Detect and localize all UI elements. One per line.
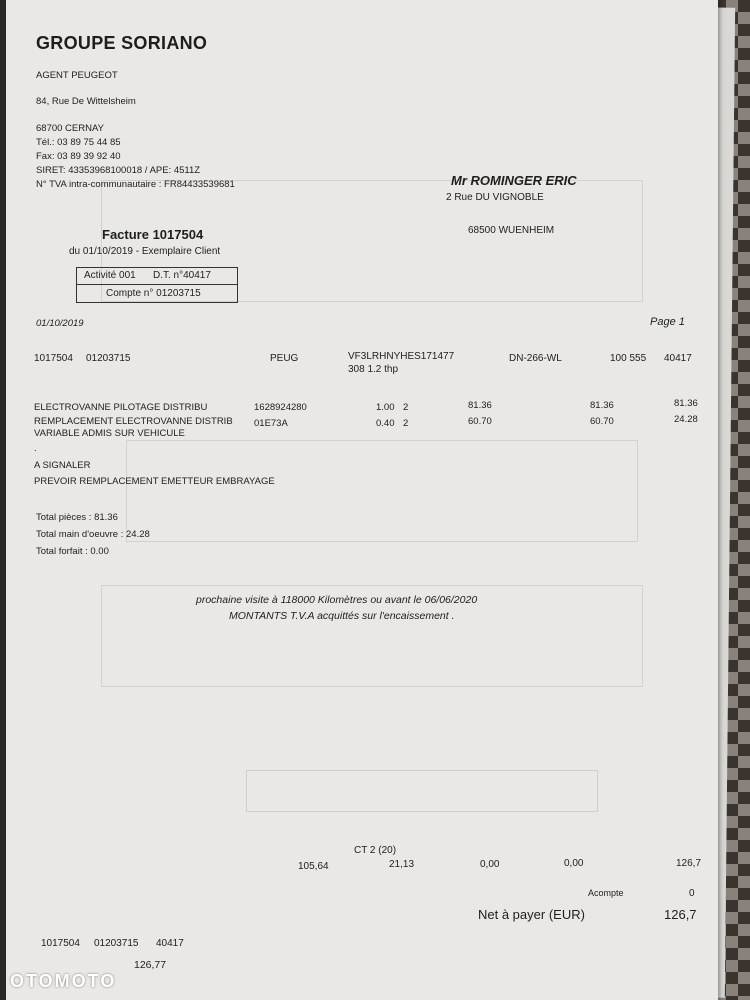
footer-dt-no: 40417 bbox=[156, 938, 184, 949]
ghost-box-middle bbox=[126, 440, 638, 542]
notes-advice: PREVOIR REMPLACEMENT EMETTEUR EMBRAYAGE bbox=[34, 476, 275, 487]
vehicle-km: 100 555 bbox=[610, 353, 647, 364]
company-agent: AGENT PEUGEOT bbox=[36, 70, 118, 81]
footer-invoice-no: 1017504 bbox=[41, 938, 80, 949]
line-item-reference: 01E73A bbox=[254, 418, 288, 429]
total-flat: Total forfait : 0.00 bbox=[36, 546, 109, 557]
acompte-label: Acompte bbox=[588, 888, 624, 898]
customer-street: 2 Rue DU VIGNOBLE bbox=[446, 192, 544, 203]
vat-total: 126,7 bbox=[676, 858, 702, 869]
total-labor: Total main d'oeuvre : 24.28 bbox=[36, 529, 150, 540]
acompte-amount: 0 bbox=[689, 888, 695, 899]
vehicle-vin: VF3LRHNYHES171477 bbox=[348, 351, 455, 362]
notes-dot: . bbox=[34, 443, 37, 454]
dt-number: D.T. n°40417 bbox=[153, 270, 211, 281]
page-number: Page 1 bbox=[650, 316, 685, 328]
line-item-description-continued: VARIABLE ADMIS SUR VEHICULE bbox=[34, 428, 185, 439]
net-to-pay-amount: 126,7 bbox=[664, 907, 697, 922]
vehicle-account-no: 01203715 bbox=[86, 353, 131, 364]
vat-column-3: 0,00 bbox=[480, 859, 500, 870]
invoice-sheet bbox=[6, 0, 718, 1000]
line-item-net-price: 81.36 bbox=[590, 400, 614, 411]
customer-name: Mr ROMINGER ERIC bbox=[451, 173, 577, 188]
company-siret: SIRET: 43353968100018 / APE: 4511Z bbox=[36, 165, 201, 176]
invoice-date: 01/10/2019 bbox=[36, 318, 84, 329]
notes-signal: A SIGNALER bbox=[34, 460, 91, 471]
line-item-unit-price: 81.36 bbox=[468, 400, 492, 411]
ghost-signature bbox=[246, 770, 598, 812]
vat-amount: 21,13 bbox=[389, 859, 415, 870]
company-fax: Fax: 03 89 39 92 40 bbox=[36, 151, 121, 162]
footer-account-no: 01203715 bbox=[94, 938, 139, 949]
company-city: 68700 CERNAY bbox=[36, 123, 104, 134]
line-item-reference: 1628924280 bbox=[254, 402, 307, 413]
line-item-description: ELECTROVANNE PILOTAGE DISTRIBU bbox=[34, 402, 208, 413]
line-item-quantity: 1.00 bbox=[376, 402, 395, 413]
vehicle-dt-no: 40417 bbox=[664, 353, 692, 364]
line-item-net-price: 60.70 bbox=[590, 416, 614, 427]
line-item-vat-code: 2 bbox=[403, 402, 409, 413]
vehicle-model: 308 1.2 thp bbox=[348, 364, 399, 375]
otomoto-watermark: OTOMOTO bbox=[10, 971, 117, 991]
activity-label: Activité 001 bbox=[84, 270, 136, 281]
invoice-subtitle: du 01/10/2019 - Exemplaire Client bbox=[69, 246, 221, 257]
message-next-visit: prochaine visite à 118000 Kilomètres ou avant le 06/06/2020 bbox=[196, 594, 478, 606]
line-item-unit-price: 60.70 bbox=[468, 416, 492, 427]
company-street: 84, Rue De Wittelsheim bbox=[36, 96, 136, 107]
net-to-pay-label: Net à payer (EUR) bbox=[478, 907, 585, 922]
customer-city: 68500 WUENHEIM bbox=[468, 225, 555, 236]
vehicle-plate: DN-266-WL bbox=[509, 353, 562, 364]
company-tva: N° TVA intra-communautaire : FR84433539681 bbox=[36, 179, 235, 190]
vat-column-4: 0,00 bbox=[564, 858, 584, 869]
invoice-title: Facture 1017504 bbox=[102, 227, 204, 242]
vehicle-make: PEUG bbox=[270, 353, 299, 364]
message-vat: MONTANTS T.V.A acquittés sur l'encaissement . bbox=[229, 610, 455, 622]
vehicle-invoice-no: 1017504 bbox=[34, 353, 73, 364]
line-item-description: REMPLACEMENT ELECTROVANNE DISTRIB bbox=[34, 416, 233, 427]
footer-amount: 126,77 bbox=[134, 959, 167, 971]
line-item-total: 81.36 bbox=[674, 398, 698, 409]
total-parts: Total pièces : 81.36 bbox=[36, 512, 118, 523]
line-item-vat-code: 2 bbox=[403, 418, 409, 429]
company-name: GROUPE SORIANO bbox=[36, 33, 208, 53]
line-item-quantity: 0.40 bbox=[376, 418, 395, 429]
vat-base: 105,64 bbox=[298, 861, 329, 872]
vat-code-label: CT 2 (20) bbox=[354, 845, 397, 856]
line-item-total: 24.28 bbox=[674, 414, 698, 425]
company-tel: Tél.: 03 89 75 44 85 bbox=[36, 137, 121, 148]
account-box-divider bbox=[76, 284, 238, 285]
account-number: Compte n° 01203715 bbox=[106, 288, 201, 299]
